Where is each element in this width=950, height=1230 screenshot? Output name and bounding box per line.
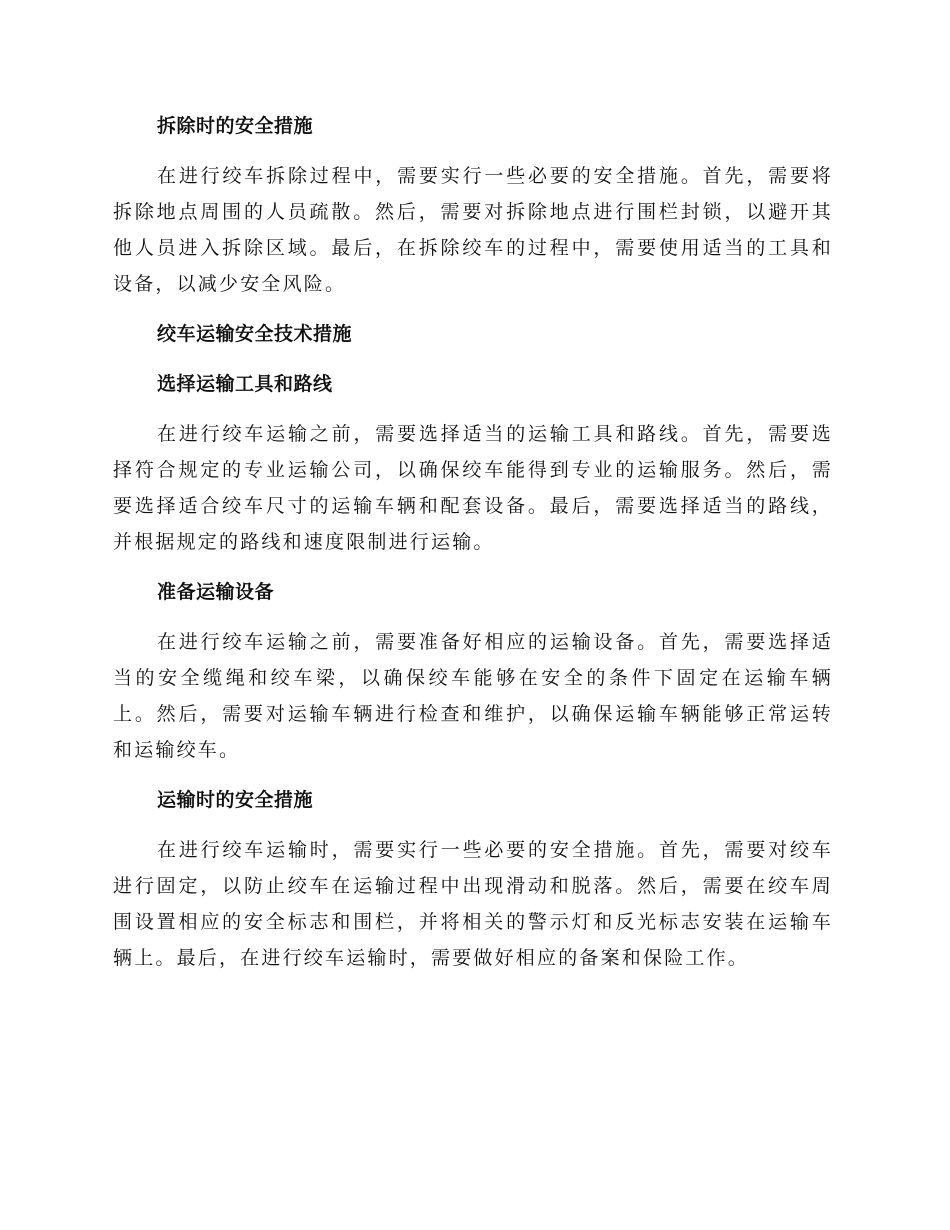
section-heading-dismantling-safety: 拆除时的安全措施 — [157, 115, 314, 137]
section-paragraph-select-tools-route: 在进行绞车运输之前，需要选择适当的运输工具和路线。首先，需要选择符合规定的专业运输公司，以确保绞车能得到专业的运输服务。然后，需要选择适合绞车尺寸的运输车辆和配套设备。最后，需要选择适当的路线，并根据规定的路线和速度限制进行运输。 — [113, 423, 833, 553]
document-page — [113, 108, 833, 990]
section-paragraph-transport-time-safety: 在进行绞车运输时，需要实行一些必要的安全措施。首先，需要对绞车进行固定，以防止绞车在运输过程中出现滑动和脱落。然后，需要在绞车周围设置相应的安全标志和围栏，并将相关的警示灯和反光标志安装在运输车辆上。最后，在进行绞车运输时，需要做好相应的备案和保险工作。 — [113, 839, 833, 969]
section-heading-transport-time-safety: 运输时的安全措施 — [157, 789, 314, 811]
section-heading-prepare-equipment: 准备运输设备 — [157, 581, 275, 603]
section-paragraph-prepare-equipment: 在进行绞车运输之前，需要准备好相应的运输设备。首先，需要选择适当的安全缆绳和绞车梁，以确保绞车能够在安全的条件下固定在运输车辆上。然后，需要对运输车辆进行检查和维护，以确保运输车辆能够正常运转和运输绞车。 — [113, 631, 833, 761]
section-heading-transport-safety-tech: 绞车运输安全技术措施 — [157, 323, 353, 345]
section-heading-select-tools-route: 选择运输工具和路线 — [157, 373, 333, 395]
section-paragraph-dismantling-safety: 在进行绞车拆除过程中，需要实行一些必要的安全措施。首先，需要将拆除地点周围的人员疏散。然后，需要对拆除地点进行围栏封锁，以避开其他人员进入拆除区域。最后，在拆除绞车的过程中，需要使用适当的工具和设备，以减少安全风险。 — [113, 165, 833, 295]
